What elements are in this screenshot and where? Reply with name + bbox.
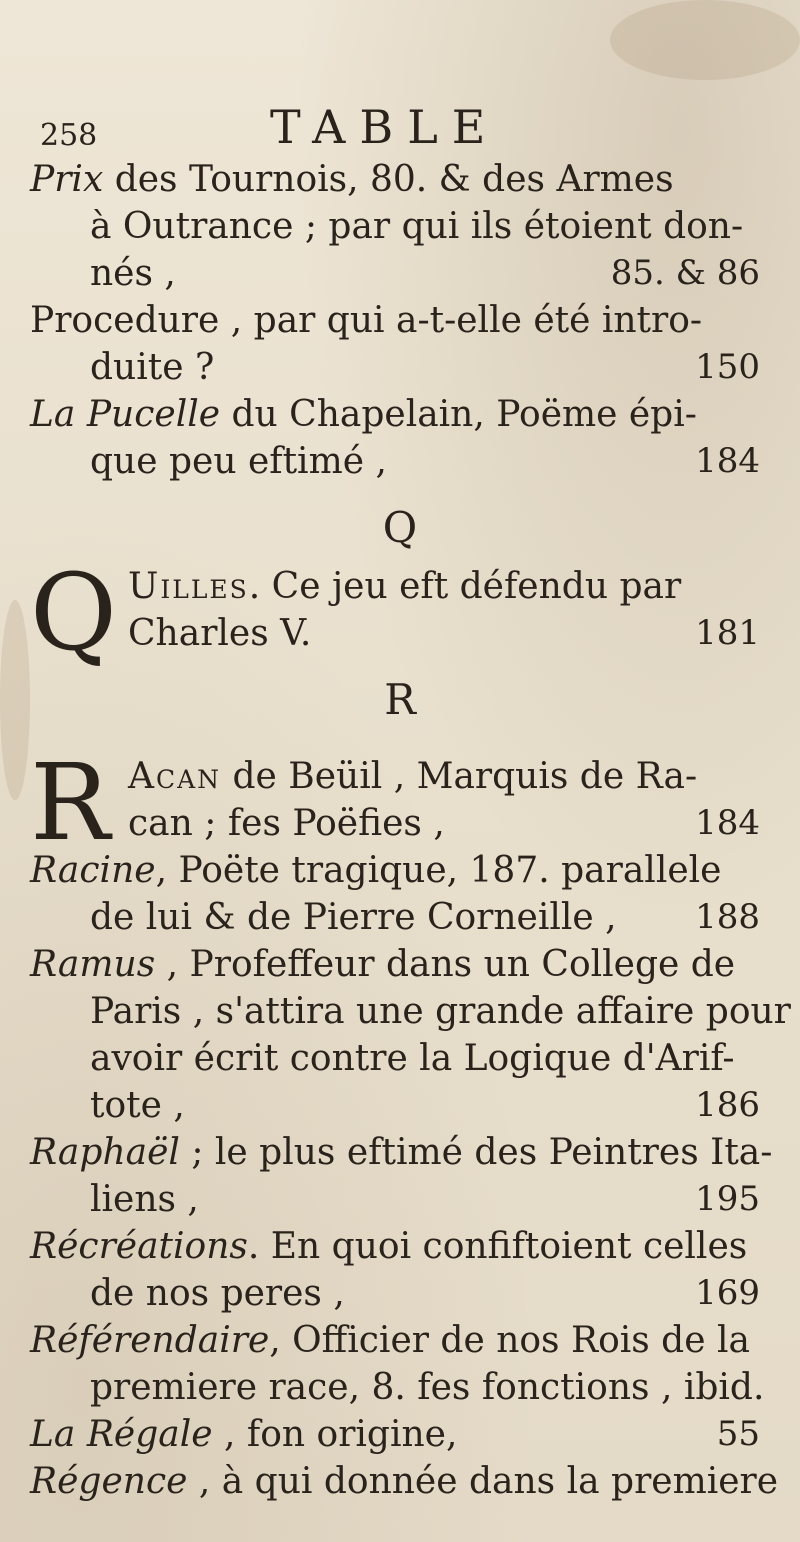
entry-line: nés , 85. & 86 xyxy=(30,250,770,297)
entry-line: Régence , à qui donnée dans la premiere xyxy=(30,1461,779,1502)
index-entry xyxy=(30,551,770,674)
entry-line: que peu eftimé , 184 xyxy=(30,438,770,485)
index-entry xyxy=(30,391,770,485)
entry-line: duite ? 150 xyxy=(30,344,770,391)
entry-line: de lui & de Pierre Corneille , 188 xyxy=(30,894,770,941)
entry-line: Récréations. En quoi confiftoient celles xyxy=(30,1226,748,1267)
index-entry xyxy=(30,847,770,941)
paper-stain xyxy=(0,600,30,800)
entry-line: La Pucelle du Chapelain, Poëme épi- xyxy=(30,394,697,435)
page-ref: 188 xyxy=(695,897,760,937)
entry-line: Raphaël ; le plus eftimé des Peintres Ita- xyxy=(30,1132,773,1173)
page-ref: 55 xyxy=(716,1414,760,1454)
running-head: TABLE xyxy=(270,100,500,154)
index-entry xyxy=(30,1411,770,1458)
index-entry xyxy=(30,941,791,1129)
page-ref: 195 xyxy=(695,1179,760,1219)
entry-line: Référendaire, Officier de nos Rois de la xyxy=(30,1320,750,1361)
index-entry xyxy=(30,1458,779,1505)
entry-line: can ; fes Poëfies , 184 xyxy=(30,800,770,847)
index-entry xyxy=(30,741,770,864)
entry-line: La Régale , fon origine, 55 xyxy=(30,1411,770,1458)
page-ref: 181 xyxy=(695,613,760,653)
entry-line: à Outrance ; par qui ils étoient don- xyxy=(90,206,744,247)
drop-cap: Q xyxy=(30,551,117,674)
page-ref: 85. & 86 xyxy=(610,253,760,293)
entry-line: Uilles. Ce jeu eft défendu par xyxy=(128,566,682,607)
paper-stain xyxy=(610,0,800,80)
entry-line: Procedure , par qui a-t-elle été intro- xyxy=(30,300,703,341)
index-entry xyxy=(30,297,770,391)
entry-line: Racine, Poëte tragique, 187. parallele xyxy=(30,850,722,891)
entry-line: Paris , s'attira une grande affaire pour xyxy=(90,991,791,1032)
entry-line: de nos peres , 169 xyxy=(30,1270,770,1317)
drop-cap: R xyxy=(30,741,110,864)
index-entry xyxy=(30,156,770,297)
page-ref: 169 xyxy=(695,1273,760,1313)
page-ref: 150 xyxy=(695,347,760,387)
page-ref: 184 xyxy=(695,803,760,843)
page-ref: 184 xyxy=(695,441,760,481)
index-entry xyxy=(30,1129,773,1223)
entry-line: tote , 186 xyxy=(30,1082,770,1129)
entry-line: avoir écrit contre la Logique d'Arif- xyxy=(90,1038,735,1079)
section-letter-r: R xyxy=(384,675,416,724)
entry-line: Charles V. 181 xyxy=(30,610,770,657)
entry-line: Ramus , Profeffeur dans un College de xyxy=(30,944,736,985)
page-ref: 186 xyxy=(695,1085,760,1125)
page-header xyxy=(40,100,760,160)
index-entry xyxy=(30,1223,770,1317)
index-entry xyxy=(30,1317,770,1411)
page-number: 258 xyxy=(40,118,98,153)
entry-line: Prix des Tournois, 80. & des Armes xyxy=(30,159,674,200)
section-letter-q: Q xyxy=(382,503,418,552)
index-entries xyxy=(30,156,791,1505)
entry-line: Acan de Beüil , Marquis de Ra- xyxy=(128,756,698,797)
entry-line: premiere race, 8. fes fonctions , ibid. xyxy=(90,1367,765,1408)
entry-line: liens , 195 xyxy=(30,1176,770,1223)
